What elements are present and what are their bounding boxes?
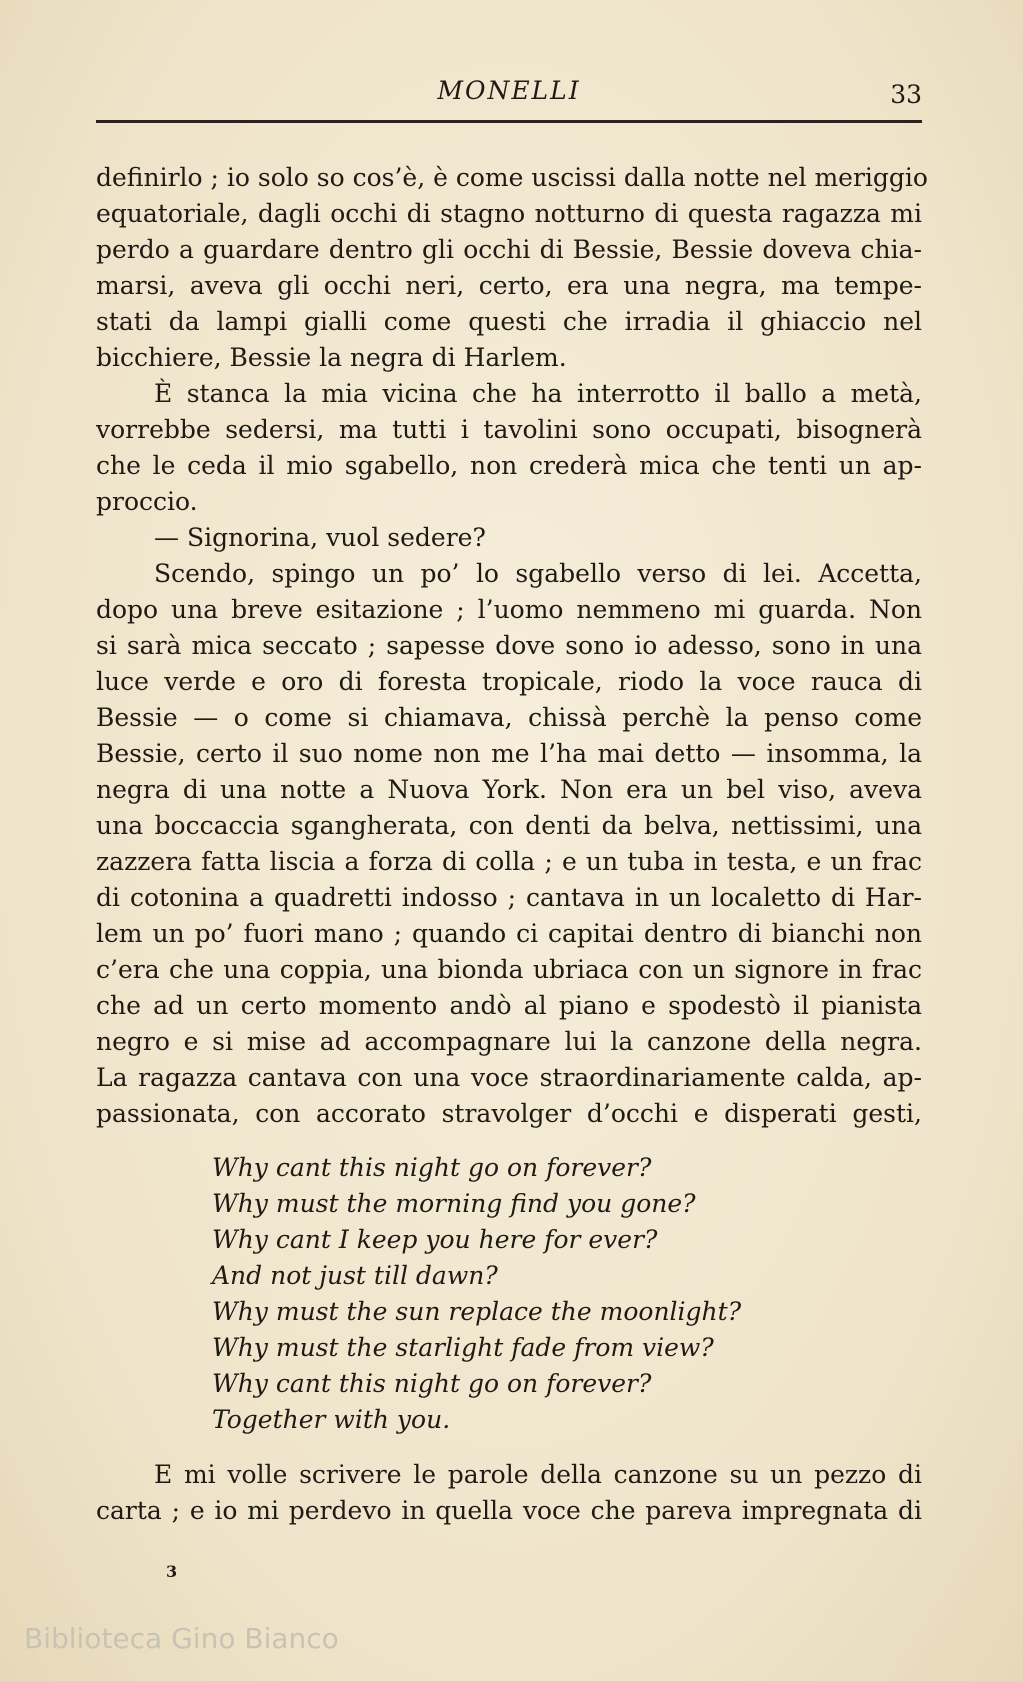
verse-line: Why must the sun replace the moonlight? xyxy=(212,1297,742,1326)
page-number: 33 xyxy=(890,80,922,109)
running-title: MONELLI xyxy=(437,76,581,105)
verse-line: And not just till dawn? xyxy=(212,1261,498,1290)
closing-paragraph xyxy=(96,1457,922,1529)
text-line: che le ceda il mio sgabello, non crederà mica che tenti un ap- xyxy=(96,451,922,480)
text-line: bicchiere, Bessie la negra di Harlem. xyxy=(96,343,567,372)
text-line: negro e si mise ad accompagnare lui la canzone della negra. xyxy=(96,1027,922,1056)
text-line: È stanca la mia vicina che ha interrotto il ballo a metà, xyxy=(154,379,922,408)
text-line: marsi, aveva gli occhi neri, certo, era una negra, ma tempe- xyxy=(96,271,922,300)
text-line: proccio. xyxy=(96,487,198,516)
text-line: lem un po’ fuori mano ; quando ci capitai dentro di bianchi non xyxy=(96,919,922,948)
verse-line: Together with you. xyxy=(212,1405,451,1434)
text-line: Scendo, spingo un po’ lo sgabello verso di lei. Accetta, xyxy=(154,559,922,588)
text-line: equatoriale, dagli occhi di stagno notturno di questa ragazza mi xyxy=(96,199,922,228)
verse-line: Why must the morning find you gone? xyxy=(212,1189,696,1218)
signature-mark: 3 xyxy=(166,1562,178,1581)
text-line: si sarà mica seccato ; sapesse dove sono io adesso, sono in una xyxy=(96,631,922,660)
text-line: zazzera fatta liscia a forza di colla ; e un tuba in testa, e un frac xyxy=(96,847,922,876)
text-line: luce verde e oro di foresta tropicale, riodo la voce rauca di xyxy=(96,667,922,696)
text-line: una boccaccia sgangherata, con denti da belva, nettissimi, una xyxy=(96,811,922,840)
text-line: carta ; e io mi perdevo in quella voce che pareva impregnata di xyxy=(96,1496,922,1525)
text-line: definirlo ; io solo so cos’è, è come uscissi dalla notte nel meriggio xyxy=(96,163,928,192)
verse-line: Why cant I keep you here for ever? xyxy=(212,1225,658,1254)
text-line: Bessie, certo il suo nome non me l’ha mai detto — insomma, la xyxy=(96,739,922,768)
verse-line: Why cant this night go on forever? xyxy=(212,1153,652,1182)
text-line: E mi volle scrivere le parole della canzone su un pezzo di xyxy=(154,1460,922,1489)
text-line: negra di una notte a Nuova York. Non era un bel viso, aveva xyxy=(96,775,922,804)
text-line: dopo una breve esitazione ; l’uomo nemmeno mi guarda. Non xyxy=(96,595,922,624)
page-header xyxy=(96,72,922,114)
text-line: Bessie — o come si chiamava, chissà perchè la penso come xyxy=(96,703,922,732)
text-line: c’era che una coppia, una bionda ubriaca con un signore in frac xyxy=(96,955,922,984)
body-text xyxy=(96,160,928,1132)
text-line: passionata, con accorato stravolger d’occhi e disperati gesti, xyxy=(96,1099,922,1128)
text-line: La ragazza cantava con una voce straordinariamente calda, ap- xyxy=(96,1063,922,1092)
song-verse xyxy=(212,1150,832,1438)
text-line: perdo a guardare dentro gli occhi di Bessie, Bessie doveva chia- xyxy=(96,235,922,264)
text-line: stati da lampi gialli come questi che irradia il ghiaccio nel xyxy=(96,307,922,336)
text-line: che ad un certo momento andò al piano e spodestò il pianista xyxy=(96,991,922,1020)
text-line: vorrebbe sedersi, ma tutti i tavolini sono occupati, bisognerà xyxy=(96,415,922,444)
library-watermark: Biblioteca Gino Bianco xyxy=(24,1622,339,1655)
verse-line: Why cant this night go on forever? xyxy=(212,1369,652,1398)
text-line: di cotonina a quadretti indosso ; cantava in un localetto di Har- xyxy=(96,883,922,912)
header-rule xyxy=(96,120,922,123)
dialogue-line: — Signorina, vuol sedere? xyxy=(154,523,486,552)
verse-line: Why must the starlight fade from view? xyxy=(212,1333,714,1362)
